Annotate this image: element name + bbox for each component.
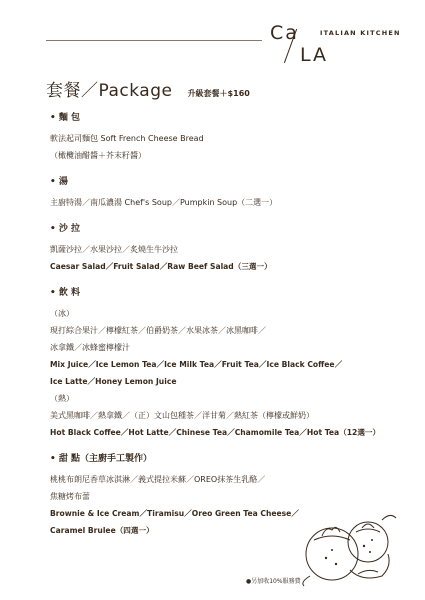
section-header: • 甜 點（主廚手工製作）: [50, 454, 153, 464]
menu-line: （橄欖油醋醬＋芥末籽醬）: [50, 151, 146, 160]
menu-line: 冰拿鐵／冰蜂蜜檸檬汁: [50, 343, 130, 352]
section-header: • 沙 拉: [50, 224, 81, 234]
header-rule: [46, 40, 262, 41]
page-title: [46, 76, 250, 101]
menu-line: 主廚特湯／南瓜濃湯 Chef's Soup／Pumpkin Soup（二選一）: [50, 198, 278, 207]
menu-line: 軟法起司麵包 Soft French Cheese Bread: [50, 134, 204, 143]
section-drinks: [50, 285, 380, 441]
drinks-cold-label: （冰）: [50, 309, 74, 318]
section-bread: [50, 110, 380, 164]
menu-line: 美式黑咖啡／熱拿鐵／（正）文山包種茶／洋甘菊／熱紅茶（檸檬或鮮奶）: [50, 411, 314, 420]
section-salad: [50, 221, 380, 275]
menu-line: Brownie & Ice Cream／Tiramisu／Oreo Green Tea Cheese／: [50, 509, 299, 518]
logo-ca: Ca: [270, 22, 299, 44]
menu-content: [50, 110, 380, 549]
brand-logo: [270, 22, 410, 70]
menu-line: 現打綜合果汁／檸檬紅茶／伯爵奶茶／水果冰茶／冰黑咖啡／: [50, 326, 266, 335]
upgrade-price: 升級套餐＋$160: [187, 89, 250, 98]
service-charge-note: ●另加收10%服務費: [246, 578, 301, 585]
menu-line: 凱薩沙拉／水果沙拉／炙燒生牛沙拉: [50, 245, 178, 254]
section-header: • 麵 包: [50, 113, 81, 123]
section-soup: [50, 174, 380, 211]
section-header: • 湯: [50, 177, 68, 187]
menu-line: 桃桃布朗尼香草冰淇淋／義式提拉米蘇／OREO抹茶生乳酪／: [50, 475, 266, 484]
title-main: 套餐／Package: [46, 81, 173, 101]
menu-line: Mix Juice／Ice Lemon Tea／Ice Milk Tea／Fruit Tea／Ice Black Coffee／: [50, 360, 343, 369]
logo-la: LA: [300, 44, 329, 66]
section-header: • 飲 料: [50, 288, 81, 298]
logo-tagline: ITALIAN KITCHEN: [320, 29, 401, 37]
menu-line: Ice Latte／Honey Lemon Juice: [50, 377, 177, 386]
menu-line: Hot Black Coffee／Hot Latte／Chinese Tea／Chamomile Tea／Hot Tea（12選一）: [50, 428, 381, 437]
tomato-sketch-icon: [292, 496, 398, 588]
menu-line: 焦糖烤布蕾: [50, 492, 90, 501]
drinks-hot-label: （熱）: [50, 394, 74, 403]
menu-line: Caesar Salad／Fruit Salad／Raw Beef Salad（三選一）: [50, 262, 272, 271]
menu-line: Caramel Brulee（四選一）: [50, 526, 154, 535]
